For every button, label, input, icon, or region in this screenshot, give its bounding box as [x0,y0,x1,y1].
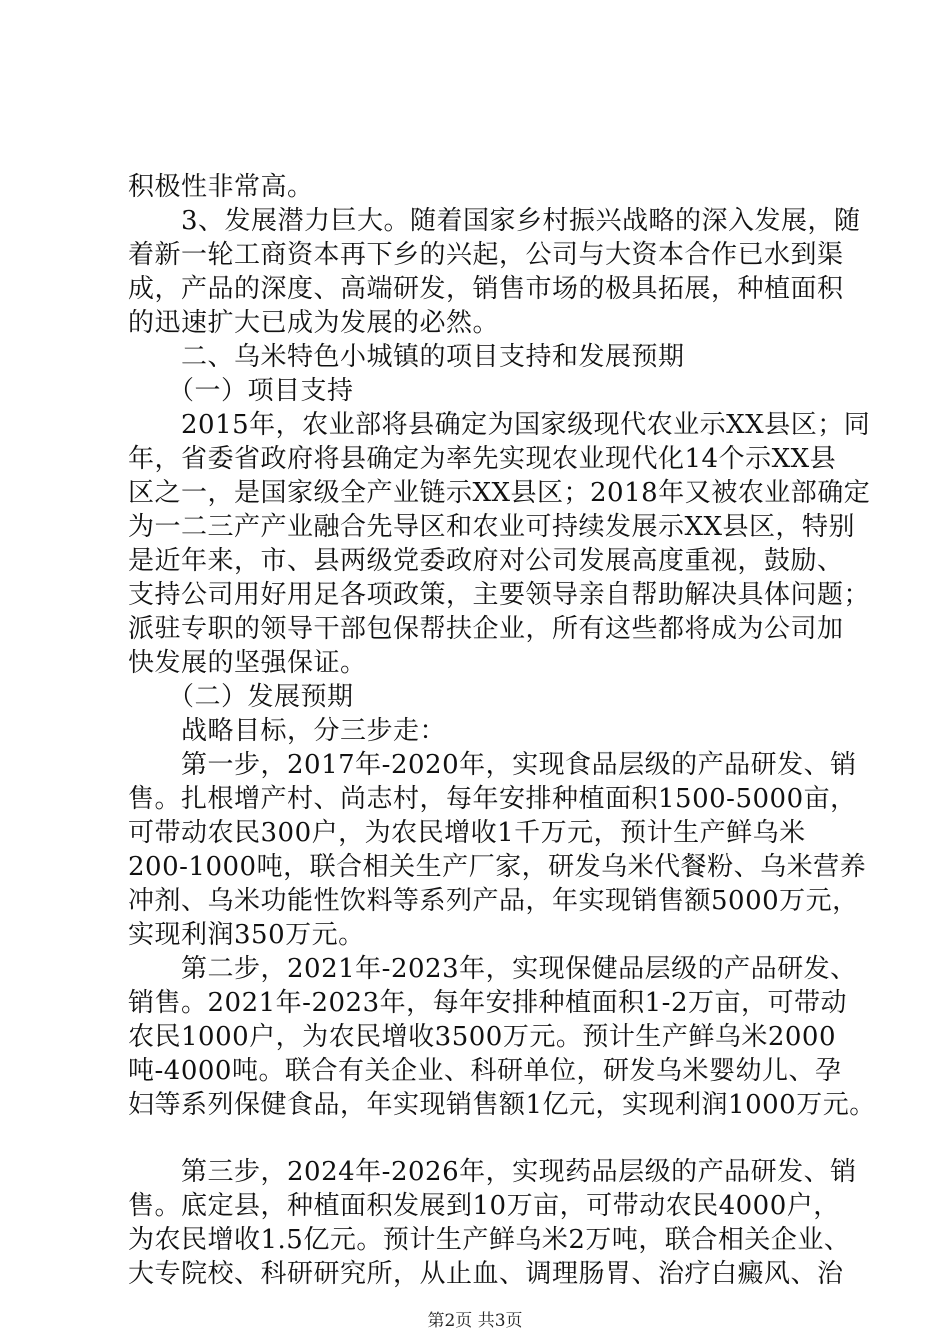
text-line: 积极性非常高。 [128,172,314,202]
text-line: 区之一，是国家级全产业链示XX县区；2018年又被农业部确定 [128,478,871,508]
text-line: 成，产品的深度、高端研发，销售市场的极具拓展，种植面积 [128,274,844,304]
text-line: 第二步，2021年-2023年，实现保健品层级的产品研发、 [128,954,857,984]
text-line: 着新一轮工商资本再下乡的兴起，公司与大资本合作已水到渠 [128,240,844,270]
text-line: 快发展的坚强保证。 [128,648,367,678]
subsection-heading: （二）发展预期 [128,682,354,712]
text-line: 农民1000户，为农民增收3500万元。预计生产鲜乌米2000 [128,1022,837,1052]
text-line: 大专院校、科研研究所，从止血、调理肠胃、治疗白癜风、治 [128,1259,844,1289]
text-line: 的迅速扩大已成为发展的必然。 [128,308,500,338]
text-line: 可带动农民300户，为农民增收1千万元，预计生产鲜乌米 [128,818,806,848]
text-line: 年，省委省政府将县确定为率先实现农业现代化14个示XX县 [128,444,837,474]
text-line: 妇等系列保健食品，年实现销售额1亿元，实现利润1000万元。 [128,1090,876,1120]
text-line: 为一二三产产业融合先导区和农业可持续发展示XX县区，特别 [128,512,856,542]
text-line: 实现利润350万元。 [128,920,365,950]
text-line: 第一步，2017年-2020年，实现食品层级的产品研发、销 [128,750,857,780]
page-footer: 第2页 共3页 [427,1311,523,1331]
text-line: 第三步，2024年-2026年，实现药品层级的产品研发、销 [128,1157,857,1187]
text-line: 销售。2021年-2023年，每年安排种植面积1-2万亩，可带动 [128,988,847,1018]
text-line: 200-1000吨，联合相关生产厂家，研发乌米代餐粉、乌米营养 [128,852,867,882]
text-line: 是近年来，市、县两级党委政府对公司发展高度重视，鼓励、 [128,546,844,576]
subsection-heading: （一）项目支持 [128,376,354,406]
text-line: 派驻专职的领导干部包保帮扶企业，所有这些都将成为公司加 [128,614,844,644]
text-line: 为农民增收1.5亿元。预计生产鲜乌米2万吨，联合相关企业、 [128,1225,851,1255]
text-line: 2015年，农业部将县确定为国家级现代农业示XX县区；同 [128,410,871,440]
text-line: 3、发展潜力巨大。随着国家乡村振兴战略的深入发展，随 [128,206,861,236]
text-line: 冲剂、乌米功能性饮料等系列产品，年实现销售额5000万元， [128,886,859,916]
text-line: 售。底定县，种植面积发展到10万亩，可带动农民4000户， [128,1191,840,1221]
text-line: 战略目标，分三步走： [128,716,447,746]
section-heading: 二、乌米特色小城镇的项目支持和发展预期 [128,342,685,372]
text-line: 支持公司用好用足各项政策，主要领导亲自帮助解决具体问题； [128,580,871,610]
text-line: 吨-4000吨。联合有关企业、科研单位，研发乌米婴幼儿、孕 [128,1056,842,1086]
text-line: 售。扎根增产村、尚志村，每年安排种植面积1500-5000亩， [128,784,857,814]
